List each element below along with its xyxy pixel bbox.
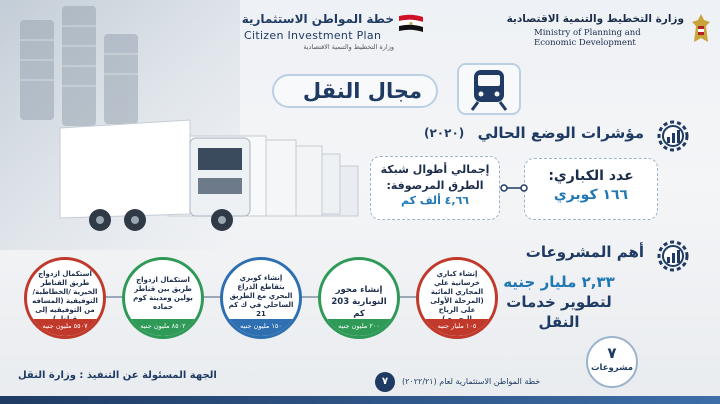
projects-title: أهم المشروعات (525, 243, 644, 261)
project-3-cost: ١٥٠ مليون جنيه (223, 319, 299, 336)
responsible-entity: الجهة المسئولة عن التنفيذ : وزارة النقل (18, 370, 217, 381)
roads-value: ٤,٦٦ ألف كم (400, 194, 469, 207)
sector-title-pill (272, 74, 438, 108)
connector-dots (500, 184, 528, 192)
trucks-illustration (40, 118, 366, 236)
footer-plan-year: خطة المواطن الاستثمارية لعام (٢٠٢٢/٢١) (402, 377, 541, 386)
roads-label-line2: الطرق المرصوفة: (386, 179, 484, 192)
project-2-cost: ٢٠٠ مليون جنيه (321, 319, 397, 336)
projects-cost-purpose-line2: النقل (538, 313, 580, 331)
egypt-eagle-emblem-icon (690, 12, 712, 46)
bridges-value: ١٦٦ كوبري (553, 187, 629, 203)
roads-length-box (370, 156, 500, 220)
project-1-cost: ١٠٥ مليار جنيه (419, 319, 495, 336)
page-number: ٧ (375, 372, 395, 392)
indicators-year: (٢٠٢٠) (424, 126, 465, 140)
footer-bar (0, 396, 720, 404)
egypt-flag-icon (398, 14, 424, 34)
projects-total-cost (494, 272, 624, 332)
sector-title: مجال النقل (302, 79, 422, 103)
projects-count-number: ٧ (607, 344, 617, 362)
roads-label-line1: إجمالي أطوال شبكة (380, 163, 490, 176)
project-1-text: إنشاء كباري خرسانية علي المجاري المائية (المرحلة الأولى على الرياح (430, 270, 484, 314)
project-2-text: إنشاء محور النوبارية 203 كم (331, 285, 387, 319)
project-circle-4 (122, 257, 204, 339)
project-3-text: إنشاء كوبري بتقاطع الذراع البحري مع الطريق الساحلي في ك كم 21 (228, 274, 294, 318)
gear-chart-icon (654, 117, 692, 155)
indicators-title: مؤشرات الوضع الحالي (477, 124, 644, 142)
plan-name-english: Citizen Investment Plan (244, 29, 382, 42)
project-4-cost: ٨٥٠٢ مليون جنيه (125, 319, 201, 336)
plan-name-arabic: خطة المواطن الاستثمارية (241, 12, 394, 26)
bridges-count-box (524, 158, 658, 220)
ministry-header (506, 12, 712, 54)
project-circle-3 (220, 257, 302, 339)
project-circle-2 (318, 257, 400, 339)
plan-subtitle: وزارة التخطيط والتنمية الاقتصادية (303, 43, 394, 51)
project-circle-1 (416, 257, 498, 339)
bridges-label: عدد الكباري: (548, 168, 634, 184)
citizen-plan-logo (241, 12, 424, 58)
projects-cost-purpose-line1: لتطوير خدمات (506, 293, 612, 311)
project-5-cost: ٥٥٠٧ مليون جنيه (27, 319, 103, 336)
project-4-text: استكمال ازدواج طريق بين قناطر بولين ومدينة كوم حماده (133, 276, 193, 311)
projects-count-badge (586, 336, 638, 388)
ministry-name-arabic: وزارة التخطيط والتنمية الاقتصادية (506, 13, 684, 25)
projects-cost-amount: ٢,٣٣ مليار جنيه (503, 273, 615, 291)
gear-chart-icon-projects (654, 237, 692, 275)
project-5-text: استكمال ازدواج طريق القناطر الخيرية /الخطاطبة/التوفيقية (المسافه من التوفيقيه إلى (32, 270, 98, 314)
project-circle-5 (24, 257, 106, 339)
projects-count-word: مشروعات (590, 363, 634, 373)
ministry-name-english: Ministry of Planning and Economic Development (534, 28, 641, 48)
train-icon (454, 62, 524, 116)
